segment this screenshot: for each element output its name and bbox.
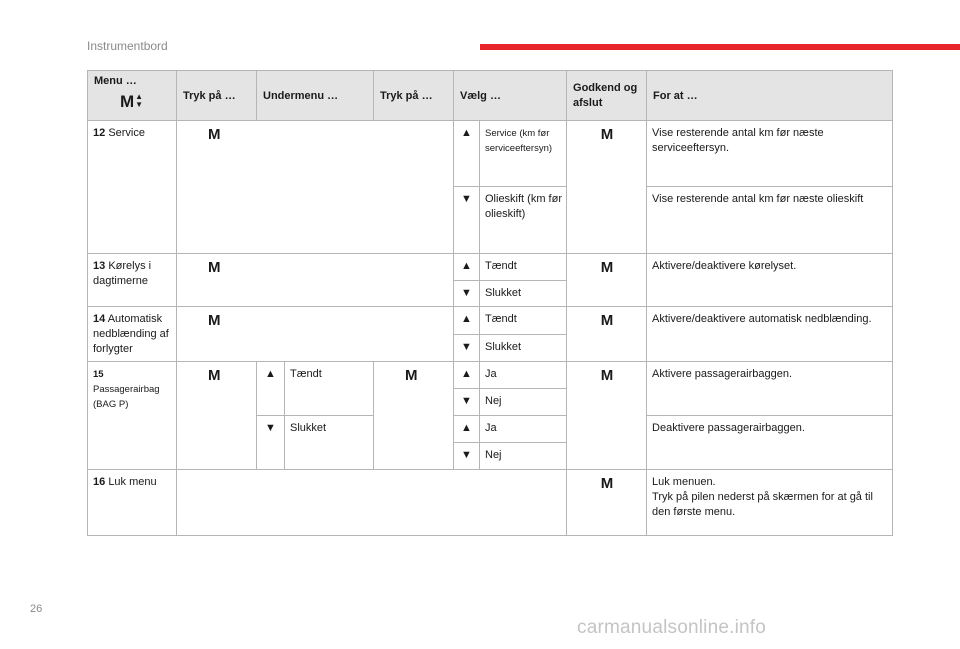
m-key-icon: M [600,312,614,329]
desc-oil-change: Vise resterende antal km før næste olieskift [647,187,893,254]
option-no: Nej [480,443,567,470]
table-row [88,307,893,335]
header-menu [88,71,177,121]
submenu-off: Slukket [285,416,374,470]
down-arrow-icon: ▼ [454,187,480,254]
header-menu-label: Menu … [94,75,137,87]
accent-bar [480,44,960,50]
m-key-icon: M [600,367,614,384]
table-row [88,470,893,536]
watermark: carmanualsonline.info [577,617,767,638]
m-key-icon: M [600,126,614,143]
header-press-1: Tryk på … [177,71,257,121]
confirm-cell [567,470,647,536]
confirm-cell [567,307,647,362]
desc-service: Vise resterende antal km før næste serviceeftersyn. [647,121,893,187]
m-key-icon: M [600,475,614,492]
m-key-icon: M [208,312,221,329]
down-arrow-icon: ▼ [454,443,480,470]
option-off: Slukket [480,334,567,362]
up-arrow-icon: ▲ [454,254,480,281]
menu-cell-close: 16 Luk menu [88,470,177,536]
menu-cell-airbag: 15 Passagerairbag (BAG P) [88,362,177,470]
header-row [88,71,893,121]
up-arrow-icon: ▲ [454,121,480,187]
m-key-icon: M [600,259,614,276]
table-row [88,362,893,389]
m-key-icon: M [208,367,221,384]
desc-airbag-off: Deaktivere passagerairbaggen. [647,416,893,470]
option-yes: Ja [480,416,567,443]
option-off: Slukket [480,281,567,307]
menu-table [87,70,893,536]
option-on: Tændt [480,307,567,335]
desc-close: Luk menuen. Tryk på pilen nederst på skærmen for at gå til den første menu. [647,470,893,536]
m-key-icon: M [405,367,418,384]
table-row [88,121,893,187]
down-arrow-icon: ▼ [454,334,480,362]
menu-up-down-icon: M ▲ ▼ [120,91,144,111]
option-oil-change: Olieskift (km før olieskift) [480,187,567,254]
desc-airbag-on: Aktivere passagerairbaggen. [647,362,893,416]
desc-drl: Aktivere/deaktivere kørelyset. [647,254,893,307]
up-arrow-icon: ▲ [454,307,480,335]
press-cell [177,254,454,307]
press-cell [177,307,454,362]
press-cell [177,121,454,254]
header-purpose: For at … [647,71,893,121]
header-confirm: Godkend og afslut [567,71,647,121]
option-on: Tændt [480,254,567,281]
up-arrow-icon: ▲ [454,362,480,389]
menu-cell-drl: 13 Kørelys i dagtimerne [88,254,177,307]
down-arrow-icon: ▼ [454,389,480,416]
page-number: 26 [30,603,43,615]
table-row [88,254,893,281]
header-select: Vælg … [454,71,567,121]
menu-cell-service: 12 Service [88,121,177,254]
section-title: Instrumentbord [87,39,168,53]
up-arrow-icon: ▲ [257,362,285,416]
up-arrow-icon: ▲ [454,416,480,443]
press-cell [177,362,257,470]
confirm-cell [567,362,647,470]
desc-autodip: Aktivere/deaktivere automatisk nedblænding. [647,307,893,362]
option-yes: Ja [480,362,567,389]
submenu-on: Tændt [285,362,374,416]
press-cell-2 [374,362,454,470]
option-service: Service (km før serviceeftersyn) [480,121,567,187]
down-arrow-icon: ▼ [454,281,480,307]
header-press-2: Tryk på … [374,71,454,121]
confirm-cell [567,121,647,254]
menu-cell-autodip: 14 Automatisk nedblænding af forlygter [88,307,177,362]
m-key-icon: M [208,259,221,276]
down-arrow-icon: ▼ [257,416,285,470]
empty-cell [177,470,567,536]
confirm-cell [567,254,647,307]
option-no: Nej [480,389,567,416]
header-submenu: Undermenu … [257,71,374,121]
m-key-icon: M [208,126,221,143]
